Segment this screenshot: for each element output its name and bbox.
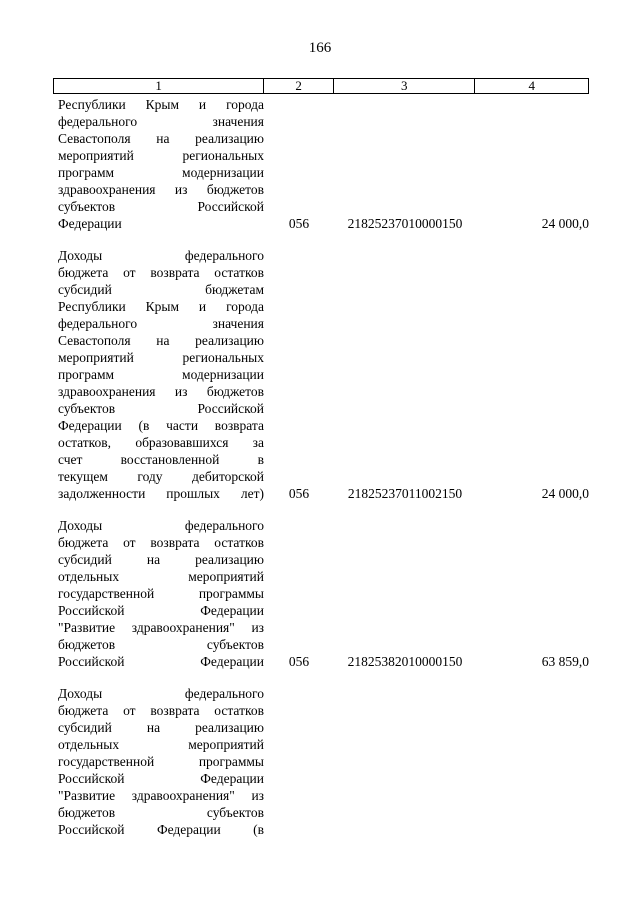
description-word: здравоохранения	[58, 182, 156, 197]
description-word: Крым	[145, 97, 180, 112]
description-line	[58, 366, 264, 383]
description-word: субъектов	[206, 637, 264, 652]
table-row	[53, 517, 589, 670]
description-word: федерального	[58, 114, 138, 129]
description-word: реализацию	[195, 552, 264, 567]
description-line	[58, 164, 264, 181]
description-word: за	[252, 435, 264, 450]
description-word: субъектов	[206, 805, 264, 820]
description-line	[58, 451, 264, 468]
description-line: Российской Федерации	[58, 654, 264, 669]
description-word: федерального	[184, 686, 264, 701]
description-word: от	[123, 703, 136, 718]
description-line	[58, 736, 264, 753]
description-word: на	[156, 333, 170, 348]
description-word: бюджетов	[206, 384, 264, 399]
description-word: восстановленной	[120, 452, 220, 467]
description-word: Федерации	[200, 771, 264, 786]
description-word: отдельных	[58, 737, 120, 752]
description-word: бюджета	[58, 265, 109, 280]
description-word: бюджетов	[58, 637, 116, 652]
description-word: на	[146, 552, 161, 567]
description-word: мероприятий	[58, 148, 134, 163]
row-description	[53, 247, 264, 502]
description-line	[58, 636, 264, 653]
description-word: мероприятий	[188, 569, 264, 584]
description-word: на	[156, 131, 170, 146]
description-word: здравоохранения"	[131, 788, 235, 803]
description-word: значения	[212, 114, 264, 129]
row-kbk: 21825382010000150	[347, 654, 463, 669]
description-word: субсидий	[58, 282, 112, 297]
description-word: остатков	[214, 265, 264, 280]
description-word: от	[123, 535, 136, 550]
description-line	[58, 198, 264, 215]
description-word: бюджетов	[58, 805, 116, 820]
description-line: Российской Федерации (в	[58, 822, 264, 837]
description-word: федерального	[58, 316, 138, 331]
description-word: текущем	[58, 469, 108, 484]
description-word: города	[226, 97, 264, 112]
description-line	[58, 113, 264, 130]
description-word: программы	[198, 586, 264, 601]
description-word: Российской	[197, 199, 264, 214]
description-word: модернизации	[182, 367, 264, 382]
description-word: государственной	[58, 586, 155, 601]
description-word: федерального	[184, 518, 264, 533]
description-line	[58, 96, 264, 113]
table-row	[53, 685, 589, 838]
description-word: Севастополя	[58, 333, 131, 348]
description-word: реализацию	[195, 333, 264, 348]
description-line	[58, 383, 264, 400]
description-word: Российской	[58, 603, 125, 618]
row-code: 056	[288, 486, 310, 501]
description-word: бюджетов	[206, 182, 264, 197]
description-line	[58, 417, 264, 434]
description-line	[58, 400, 264, 417]
description-line	[58, 181, 264, 198]
description-line	[58, 753, 264, 770]
description-word: государственной	[58, 754, 155, 769]
description-word: из	[251, 620, 264, 635]
description-word: федерального	[184, 248, 264, 263]
description-word: Крым	[145, 299, 180, 314]
description-word: Российской	[58, 771, 125, 786]
row-description	[53, 96, 264, 232]
description-line	[58, 264, 264, 281]
description-word: здравоохранения"	[131, 620, 235, 635]
table-row	[53, 247, 589, 502]
table-header	[53, 78, 589, 94]
description-line	[58, 332, 264, 349]
header-col-2: 2	[264, 79, 334, 93]
description-line	[58, 130, 264, 147]
description-word: остатков	[214, 703, 264, 718]
description-word: бюджета	[58, 703, 109, 718]
description-word: значения	[212, 316, 264, 331]
description-word: возврата	[150, 265, 200, 280]
row-code: 056	[288, 654, 310, 669]
description-line: задолженности прошлых лет)	[58, 486, 264, 501]
description-word: и	[198, 299, 207, 314]
description-line	[58, 585, 264, 602]
description-word: части	[166, 418, 199, 433]
description-line	[58, 247, 264, 264]
description-line	[58, 685, 264, 702]
page-number: 166	[308, 40, 332, 56]
description-line	[58, 315, 264, 332]
description-line	[58, 517, 264, 534]
description-line	[58, 770, 264, 787]
description-word: модернизации	[182, 165, 264, 180]
description-word: дебиторской	[191, 469, 264, 484]
description-word: в	[257, 452, 264, 467]
description-word: Севастополя	[58, 131, 131, 146]
description-word: субсидий	[58, 552, 112, 567]
row-amount: 24 000,0	[541, 216, 589, 231]
description-line	[58, 551, 264, 568]
description-line	[58, 534, 264, 551]
description-word: "Развитие	[58, 620, 116, 635]
row-kbk: 21825237010000150	[347, 216, 463, 231]
row-code: 056	[288, 216, 310, 231]
row-description	[53, 517, 264, 670]
description-line	[58, 147, 264, 164]
description-word: возврата	[150, 535, 200, 550]
description-line	[58, 602, 264, 619]
description-word: субъектов	[58, 199, 116, 214]
description-line	[58, 298, 264, 315]
description-word: остатков	[214, 535, 264, 550]
description-line: Федерации	[58, 216, 122, 231]
description-word: возврата	[214, 418, 264, 433]
description-word: региональных	[182, 148, 264, 163]
description-word: города	[226, 299, 264, 314]
row-amount: 24 000,0	[541, 486, 589, 501]
row-gap	[53, 232, 589, 247]
description-word: и	[198, 97, 207, 112]
description-word: программы	[198, 754, 264, 769]
description-line	[58, 804, 264, 821]
description-word: программ	[58, 367, 115, 382]
description-word: мероприятий	[188, 737, 264, 752]
description-word: "Развитие	[58, 788, 116, 803]
description-word: на	[146, 720, 161, 735]
revenue-table	[53, 78, 589, 838]
description-word: из	[251, 788, 264, 803]
description-word: году	[137, 469, 163, 484]
table-body	[53, 96, 589, 838]
description-word: Федерации	[200, 603, 264, 618]
description-line	[58, 787, 264, 804]
description-word: счет	[58, 452, 83, 467]
description-word: субсидий	[58, 720, 112, 735]
description-word: бюджета	[58, 535, 109, 550]
row-amount: 63 859,0	[541, 654, 589, 669]
row-kbk: 21825237011002150	[347, 486, 463, 501]
description-line	[58, 349, 264, 366]
row-gap	[53, 670, 589, 685]
header-col-3: 3	[334, 79, 475, 93]
description-word: остатков,	[58, 435, 112, 450]
description-word: из	[174, 182, 188, 197]
description-word: программ	[58, 165, 115, 180]
description-word: Федерации	[58, 418, 122, 433]
description-word: Республики	[58, 299, 126, 314]
description-word: мероприятий	[58, 350, 134, 365]
description-word: возврата	[150, 703, 200, 718]
description-line	[58, 719, 264, 736]
table-row	[53, 96, 589, 232]
description-word: Доходы	[58, 518, 103, 533]
description-word: реализацию	[195, 720, 264, 735]
header-col-1: 1	[54, 79, 264, 93]
description-word: здравоохранения	[58, 384, 156, 399]
description-word: бюджетам	[205, 282, 264, 297]
description-line	[58, 281, 264, 298]
description-line	[58, 619, 264, 636]
description-line	[58, 434, 264, 451]
description-word: из	[174, 384, 188, 399]
description-word: отдельных	[58, 569, 120, 584]
header-col-4: 4	[528, 78, 535, 93]
description-word: Доходы	[58, 686, 103, 701]
row-description	[53, 685, 264, 838]
description-word: региональных	[182, 350, 264, 365]
description-line	[58, 568, 264, 585]
row-gap	[53, 502, 589, 517]
description-word: субъектов	[58, 401, 116, 416]
description-word: реализацию	[195, 131, 264, 146]
description-word: образовавшихся	[135, 435, 229, 450]
description-word: Российской	[197, 401, 264, 416]
description-line	[58, 702, 264, 719]
description-word: (в	[138, 418, 150, 433]
description-word: от	[123, 265, 136, 280]
description-line	[58, 468, 264, 485]
description-word: Республики	[58, 97, 126, 112]
description-word: Доходы	[58, 248, 103, 263]
